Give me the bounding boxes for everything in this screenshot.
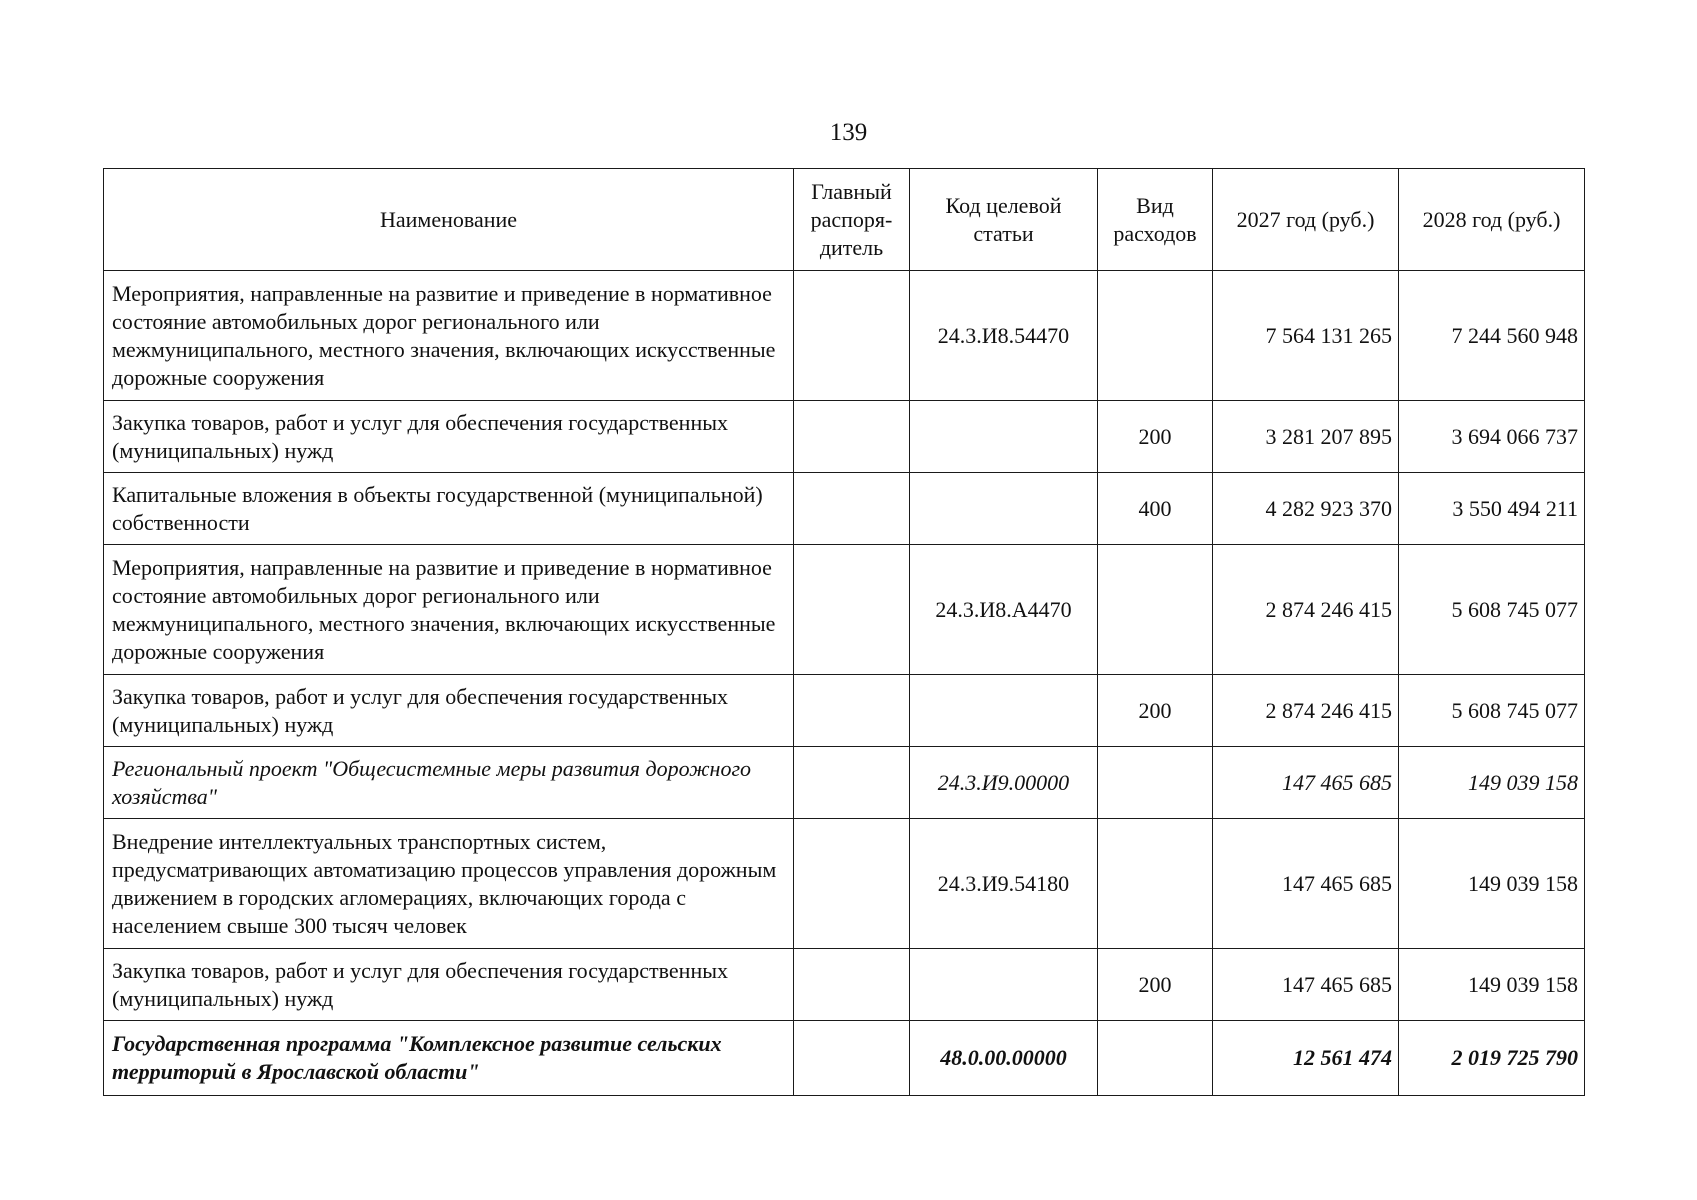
table-row <box>104 401 1585 473</box>
table-row <box>104 271 1585 401</box>
row-manager <box>794 401 910 473</box>
row-manager <box>794 675 910 747</box>
row-amount-2027: 147 465 685 <box>1213 949 1399 1021</box>
budget-table <box>103 168 1585 1096</box>
row-amount-2027: 12 561 474 <box>1213 1021 1399 1096</box>
header-target-code: Код целевой статьи <box>910 169 1098 271</box>
row-manager <box>794 271 910 401</box>
row-expense-type <box>1098 747 1213 819</box>
row-code <box>910 401 1098 473</box>
row-code <box>910 675 1098 747</box>
row-expense-type <box>1098 819 1213 949</box>
row-amount-2027: 4 282 923 370 <box>1213 473 1399 545</box>
row-amount-2028: 3 550 494 211 <box>1399 473 1585 545</box>
page-number: 139 <box>829 119 868 146</box>
row-amount-2028: 149 039 158 <box>1399 747 1585 819</box>
row-code: 24.3.И9.54180 <box>910 819 1098 949</box>
table-row <box>104 473 1585 545</box>
table-row <box>104 675 1585 747</box>
row-code: 24.3.И8.А4470 <box>910 545 1098 675</box>
row-manager <box>794 545 910 675</box>
row-name: Капитальные вложения в объекты государственной (муниципальной) собственности <box>104 473 794 545</box>
row-amount-2027: 7 564 131 265 <box>1213 271 1399 401</box>
row-code <box>910 473 1098 545</box>
row-manager <box>794 949 910 1021</box>
row-name: Закупка товаров, работ и услуг для обеспечения государственных (муниципальных) нужд <box>104 675 794 747</box>
table-row-state-program <box>104 1021 1585 1096</box>
header-year-2027: 2027 год (руб.) <box>1213 169 1399 271</box>
row-manager <box>794 819 910 949</box>
row-name: Закупка товаров, работ и услуг для обеспечения государственных (муниципальных) нужд <box>104 949 794 1021</box>
row-code <box>910 949 1098 1021</box>
row-name: Внедрение интеллектуальных транспортных систем, предусматривающих автоматизацию процессов управления дорожным движением в городских агломерациях, включающих города с населением свыше 300 тысяч человек <box>104 819 794 949</box>
row-amount-2027: 147 465 685 <box>1213 747 1399 819</box>
row-expense-type: 200 <box>1098 675 1213 747</box>
header-year-2028: 2028 год (руб.) <box>1399 169 1585 271</box>
table-row <box>104 819 1585 949</box>
header-name: Наименование <box>104 169 794 271</box>
row-name: Мероприятия, направленные на развитие и приведение в нормативное состояние автомобильных дорог регионального или межмуниципального, местного значения, включающих искусственные дорожные сооружения <box>104 271 794 401</box>
row-expense-type <box>1098 545 1213 675</box>
row-name: Закупка товаров, работ и услуг для обеспечения государственных (муниципальных) нужд <box>104 401 794 473</box>
row-code: 24.3.И9.00000 <box>910 747 1098 819</box>
row-expense-type: 200 <box>1098 949 1213 1021</box>
row-name: Государственная программа "Комплексное развитие сельских территорий в Ярославской области" <box>104 1021 794 1096</box>
header-expense-type: Вид расходов <box>1098 169 1213 271</box>
row-amount-2028: 5 608 745 077 <box>1399 545 1585 675</box>
table-row <box>104 949 1585 1021</box>
row-amount-2028: 3 694 066 737 <box>1399 401 1585 473</box>
row-expense-type: 400 <box>1098 473 1213 545</box>
row-amount-2028: 2 019 725 790 <box>1399 1021 1585 1096</box>
table-row <box>104 545 1585 675</box>
row-code: 48.0.00.00000 <box>910 1021 1098 1096</box>
row-amount-2028: 7 244 560 948 <box>1399 271 1585 401</box>
row-name: Региональный проект "Общесистемные меры развития дорожного хозяйства" <box>104 747 794 819</box>
row-amount-2027: 2 874 246 415 <box>1213 675 1399 747</box>
table-header-row <box>104 169 1585 271</box>
table-row-regional-project <box>104 747 1585 819</box>
row-expense-type <box>1098 1021 1213 1096</box>
row-manager <box>794 747 910 819</box>
row-expense-type: 200 <box>1098 401 1213 473</box>
row-expense-type <box>1098 271 1213 401</box>
row-manager <box>794 473 910 545</box>
row-amount-2028: 5 608 745 077 <box>1399 675 1585 747</box>
row-amount-2027: 2 874 246 415 <box>1213 545 1399 675</box>
row-manager <box>794 1021 910 1096</box>
row-code: 24.3.И8.54470 <box>910 271 1098 401</box>
row-amount-2028: 149 039 158 <box>1399 949 1585 1021</box>
row-amount-2028: 149 039 158 <box>1399 819 1585 949</box>
header-manager: Главный распоря-дитель <box>794 169 910 271</box>
row-amount-2027: 3 281 207 895 <box>1213 401 1399 473</box>
row-amount-2027: 147 465 685 <box>1213 819 1399 949</box>
row-name: Мероприятия, направленные на развитие и приведение в нормативное состояние автомобильных дорог регионального или межмуниципального, местного значения, включающих искусственные дорожные сооружения <box>104 545 794 675</box>
